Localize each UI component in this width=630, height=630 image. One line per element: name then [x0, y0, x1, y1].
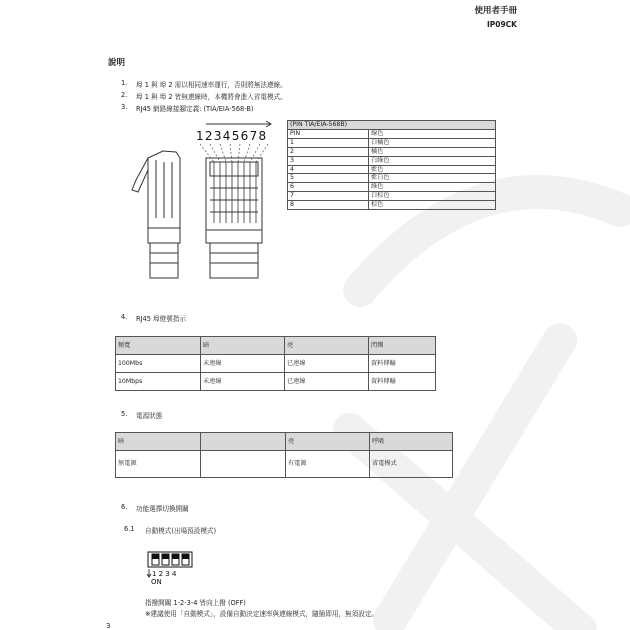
led-cell: 100Mbs — [116, 355, 201, 373]
pin-col-header: PIN — [288, 129, 369, 138]
led-cell: 未連線 — [201, 355, 285, 373]
header-model: IP09CK — [486, 20, 517, 29]
led-header-on: 亮 — [285, 337, 369, 355]
rj45-connector-illustration — [118, 118, 278, 298]
table-row — [288, 174, 496, 183]
color-cell: 藍色 — [369, 165, 496, 174]
pin-cell: 6 — [288, 183, 369, 192]
pin-table — [287, 120, 496, 210]
table-row — [288, 183, 496, 192]
color-cell: 綠色 — [369, 183, 496, 192]
pin-cell: 5 — [288, 174, 369, 183]
color-col-header: 線色 — [369, 129, 496, 138]
pin-cell: 3 — [288, 156, 369, 165]
switch-section-title: 功能選擇切換開關 — [136, 505, 189, 513]
pin-table-title: (PIN TIA/EIA-568B) — [288, 121, 496, 130]
pin-number-labels: 12345678 — [196, 129, 268, 143]
dip-switch-icon — [146, 551, 196, 587]
power-header-on: 亮 — [286, 433, 370, 451]
table-row — [288, 156, 496, 165]
pin-cell: 8 — [288, 201, 369, 210]
pin-cell: 2 — [288, 147, 369, 156]
note-3-num: 3. — [121, 103, 128, 111]
pin-cell: 1 — [288, 138, 369, 147]
power-cell: 無電源 — [116, 451, 201, 478]
led-cell: 未連線 — [201, 373, 285, 391]
table-row — [288, 165, 496, 174]
page-number: 3 — [106, 622, 111, 630]
color-cell: 藍白色 — [369, 174, 496, 183]
note-1-text: 埠 1 與 埠 2 需以相同速率運行，否則將無法連線。 — [136, 81, 287, 89]
color-cell: 棕色 — [369, 201, 496, 210]
switch-sub-title: 自動模式(出場預設模式) — [145, 527, 217, 535]
note-3-text: RJ45 網路線接腳定義: (TIA/EIA-568-B) — [136, 105, 254, 113]
pin-table-title-row — [288, 121, 496, 130]
switch-sub-num: 6.1 — [124, 525, 135, 533]
led-cell: 已連線 — [285, 355, 369, 373]
led-cell: 已連線 — [285, 373, 369, 391]
led-cell: 10Mbps — [116, 373, 201, 391]
table-row — [288, 192, 496, 201]
led-cell: 資料傳輸 — [369, 355, 436, 373]
led-table — [115, 336, 436, 391]
pin-cell: 7 — [288, 192, 369, 201]
led-header-bandwidth: 頻寬 — [116, 337, 201, 355]
led-section-num: 4. — [121, 313, 128, 321]
power-cell: 省電模式 — [370, 451, 453, 478]
power-cell — [201, 451, 286, 478]
switch-note-1: 指撥開關 1-2-3-4 皆向上撥 (OFF) — [145, 599, 246, 607]
note-2-num: 2. — [121, 91, 128, 99]
color-cell: 白棕色 — [369, 192, 496, 201]
table-row — [116, 355, 436, 373]
table-row — [116, 451, 453, 478]
dip-switch-on-label: ON — [151, 578, 162, 586]
color-cell: 白綠色 — [369, 156, 496, 165]
table-row — [288, 201, 496, 210]
note-2-text: 埠 1 與 埠 2 皆無連線時，本機將會進入省電模式。 — [136, 93, 287, 101]
dip-switch-labels: 1 2 3 4 — [152, 570, 177, 578]
header-title: 使用者手冊 — [474, 6, 517, 16]
led-header-blink: 閃爍 — [369, 337, 436, 355]
table-row — [288, 147, 496, 156]
pin-table-header-row — [288, 129, 496, 138]
switch-note-2: ※建議使用「自動模式」，設備自動決定速率與連線模式，隨插即用，無須設定。 — [145, 610, 379, 618]
led-section-title: RJ45 埠燈號指示 — [136, 315, 186, 323]
power-section-num: 5. — [121, 410, 128, 418]
led-header-off: 暗 — [201, 337, 285, 355]
color-cell: 橘色 — [369, 147, 496, 156]
power-section-title: 電源狀態 — [136, 412, 163, 420]
table-row — [288, 138, 496, 147]
color-cell: 白橘色 — [369, 138, 496, 147]
led-cell: 資料傳輸 — [369, 373, 436, 391]
switch-section-num: 6. — [121, 503, 128, 511]
power-header-off: 暗 — [116, 433, 201, 451]
power-header-breathing: 呼吸 — [370, 433, 453, 451]
note-1-num: 1. — [121, 79, 128, 87]
table-row — [116, 373, 436, 391]
section-title: 說明 — [108, 58, 126, 68]
power-cell: 有電源 — [286, 451, 370, 478]
pin-cell: 4 — [288, 165, 369, 174]
power-table-header-row — [116, 433, 453, 451]
power-table — [115, 432, 453, 478]
power-header-blank — [201, 433, 286, 451]
led-table-header-row — [116, 337, 436, 355]
